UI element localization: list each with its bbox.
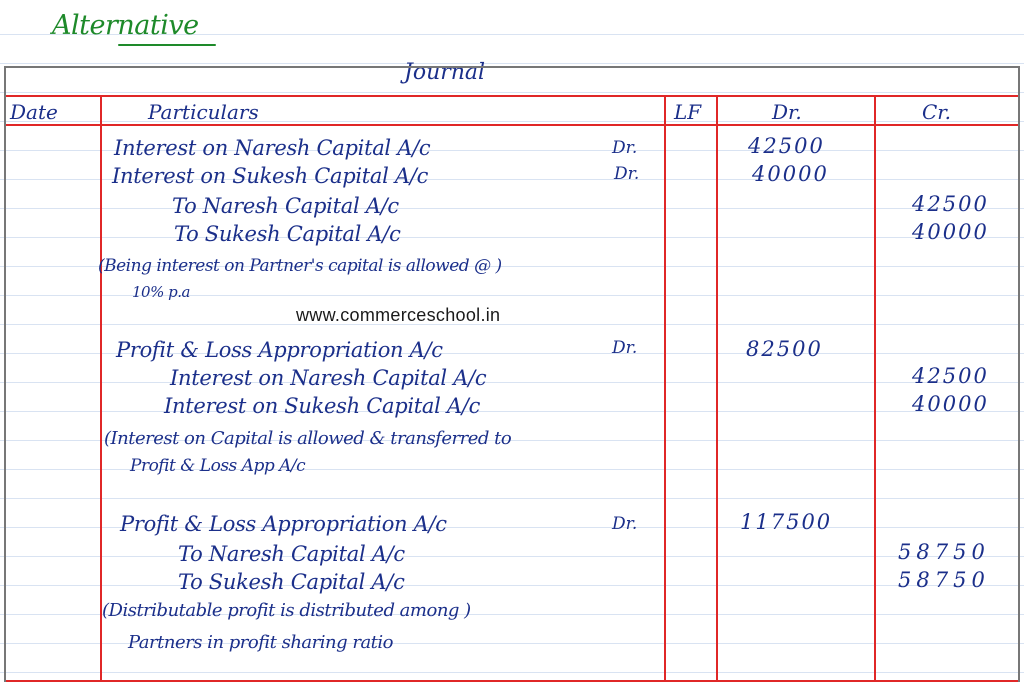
top-border bbox=[4, 66, 1020, 68]
entry3-narration-line2: Partners in profit sharing ratio bbox=[128, 632, 394, 653]
header-credit: Cr. bbox=[922, 100, 952, 124]
dr-column-divider bbox=[874, 95, 876, 682]
entry1-line1-dr-tag: Dr. bbox=[612, 138, 638, 158]
date-column-divider bbox=[100, 95, 102, 682]
entry2-line1-debit: 82500 bbox=[746, 337, 823, 361]
entry2-narration-line2: Profit & Loss App A/c bbox=[130, 456, 306, 476]
right-border bbox=[1018, 66, 1020, 682]
header-top-rule bbox=[4, 95, 1020, 97]
entry2-line2-credit: 42500 bbox=[912, 364, 989, 388]
entry1-line2-dr-tag: Dr. bbox=[614, 164, 640, 184]
entry1-line1-account: Interest on Naresh Capital A/c bbox=[114, 136, 431, 160]
left-border bbox=[4, 66, 6, 682]
header-bottom-rule bbox=[4, 124, 1020, 126]
entry1-line4-credit: 40000 bbox=[912, 220, 989, 244]
particulars-column-divider bbox=[664, 95, 666, 682]
lf-column-divider bbox=[716, 95, 718, 682]
entry2-line1-dr-tag: Dr. bbox=[612, 338, 638, 358]
entry3-line1-dr-tag: Dr. bbox=[612, 514, 638, 534]
page-heading-alternative: Alternative bbox=[52, 10, 199, 41]
entry1-narration-line1: (Being interest on Partner's capital is allowed @ ) bbox=[98, 256, 502, 276]
entry3-line3-account: To Sukesh Capital A/c bbox=[178, 570, 405, 594]
entry2-line2-account: Interest on Naresh Capital A/c bbox=[170, 366, 487, 390]
entry2-line3-credit: 40000 bbox=[912, 392, 989, 416]
entry3-line3-credit: 58750 bbox=[898, 568, 990, 592]
entry3-line1-debit: 117500 bbox=[740, 510, 833, 534]
entry3-narration-line1: (Distributable profit is distributed among ) bbox=[102, 600, 471, 621]
heading-underline bbox=[118, 44, 216, 46]
entry3-line1-account: Profit & Loss Appropriation A/c bbox=[120, 512, 447, 536]
entry2-narration-line1: (Interest on Capital is allowed & transferred to bbox=[104, 428, 512, 449]
entry1-narration-line2: 10% p.a bbox=[132, 283, 190, 301]
entry1-line2-debit: 40000 bbox=[752, 162, 829, 186]
header-debit: Dr. bbox=[772, 100, 802, 124]
entry2-line3-account: Interest on Sukesh Capital A/c bbox=[164, 394, 481, 418]
entry1-line3-credit: 42500 bbox=[912, 192, 989, 216]
header-lf: LF bbox=[674, 100, 702, 124]
entry1-line4-account: To Sukesh Capital A/c bbox=[174, 222, 401, 246]
entry2-line1-account: Profit & Loss Appropriation A/c bbox=[116, 338, 443, 362]
entry1-line2-account: Interest on Sukesh Capital A/c bbox=[112, 164, 429, 188]
entry1-line1-debit: 42500 bbox=[748, 134, 825, 158]
entry3-line2-credit: 58750 bbox=[898, 540, 990, 564]
entry3-line2-account: To Naresh Capital A/c bbox=[178, 542, 405, 566]
entry1-line3-account: To Naresh Capital A/c bbox=[172, 194, 399, 218]
header-date: Date bbox=[10, 100, 58, 124]
header-particulars: Particulars bbox=[148, 100, 259, 124]
journal-title: Journal bbox=[404, 60, 486, 85]
watermark-website: www.commerceschool.in bbox=[296, 305, 501, 325]
bottom-rule bbox=[4, 680, 1020, 682]
